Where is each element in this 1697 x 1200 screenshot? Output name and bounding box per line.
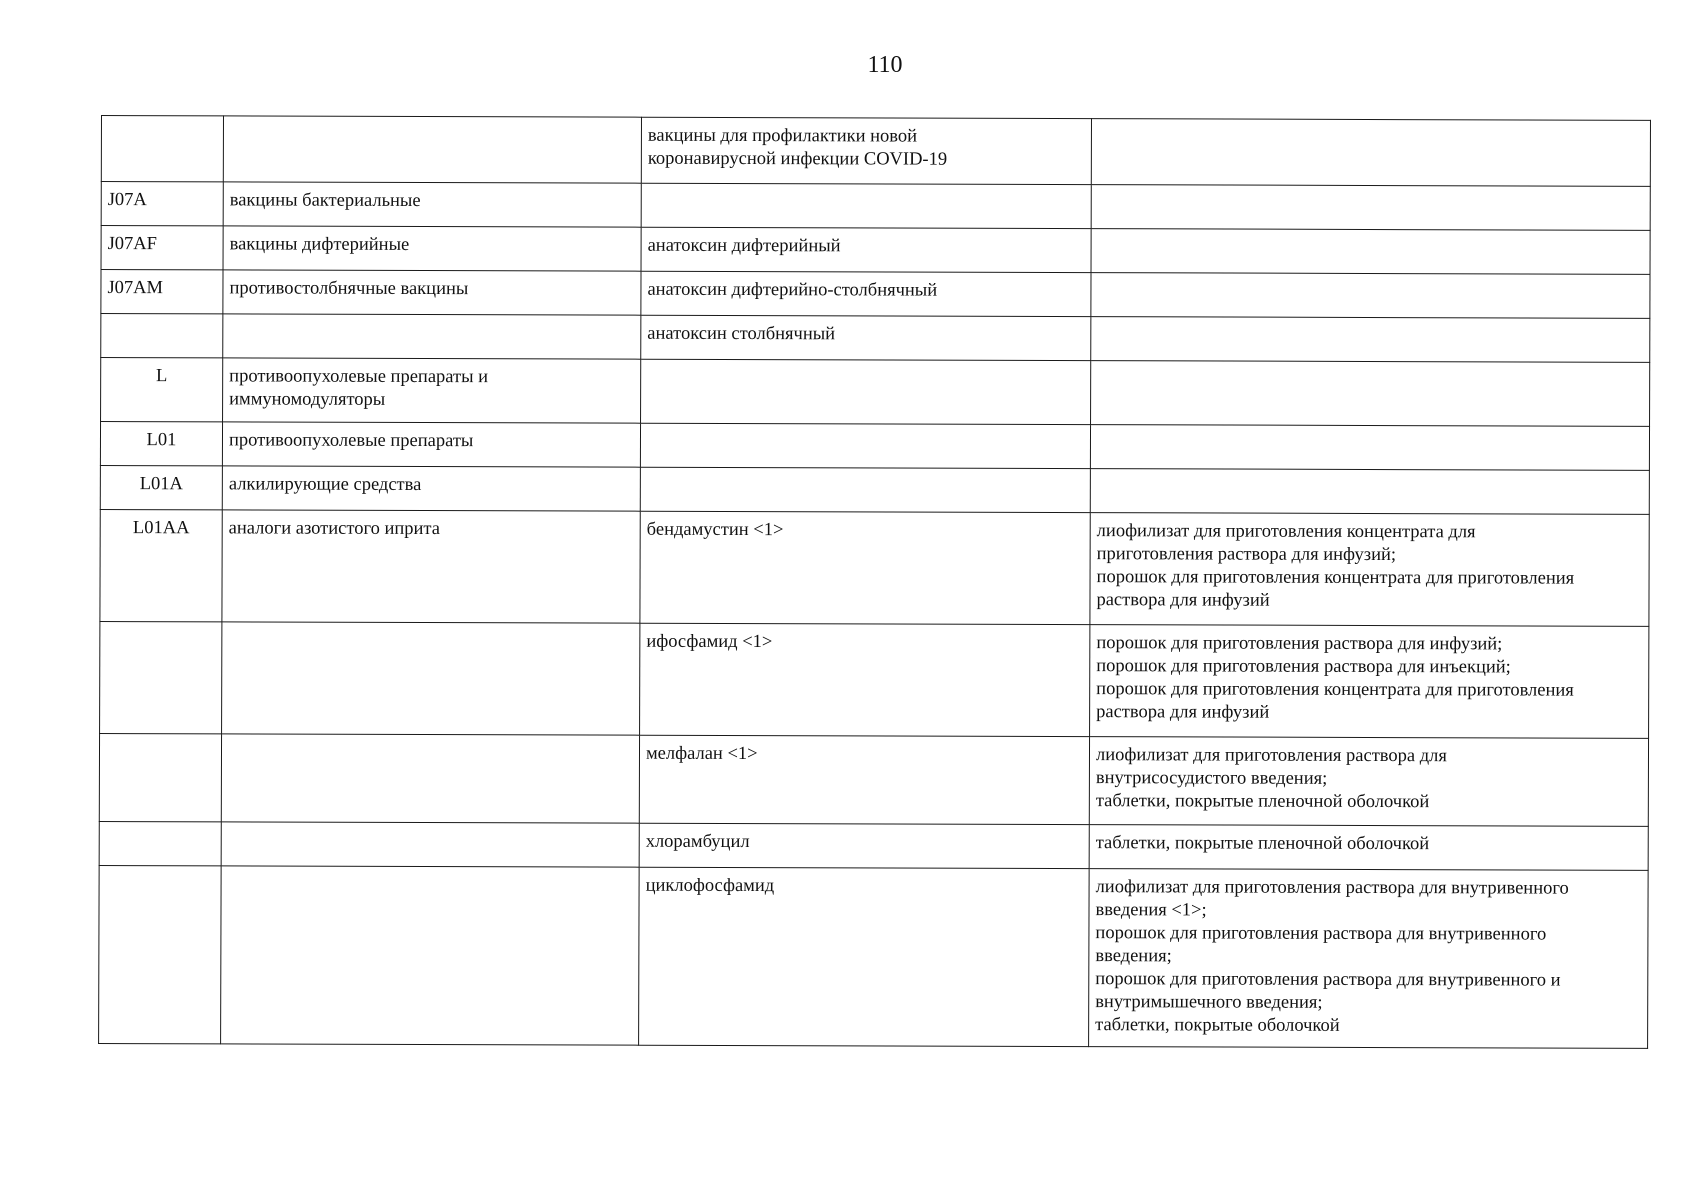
anatomical-group-cell: противоопухолевые препараты и иммуномодуляторы — [223, 358, 641, 423]
drug-name-cell: анатоксин дифтерийно-столбнячный — [641, 271, 1091, 316]
drug-name-cell — [641, 359, 1091, 424]
dosage-form-cell — [1091, 361, 1650, 427]
drug-name-cell: хлорамбуцил — [639, 823, 1089, 868]
anatomical-group-cell: алкилирующие средства — [222, 466, 640, 511]
drug-name-cell: анатоксин дифтерийный — [641, 227, 1091, 272]
atc-code-cell: L — [101, 358, 223, 422]
anatomical-group-cell — [223, 116, 641, 183]
table-row — [100, 422, 1649, 471]
table-row — [100, 621, 1649, 738]
dosage-form-cell — [1090, 469, 1649, 515]
anatomical-group-cell — [221, 866, 640, 1045]
table-row — [99, 865, 1649, 1048]
drug-name-cell: циклофосфамид — [639, 867, 1090, 1046]
atc-code-cell: J07AF — [101, 226, 223, 270]
atc-code-cell — [99, 865, 222, 1043]
table-row — [101, 270, 1650, 319]
anatomical-group-cell: вакцины бактериальные — [223, 182, 641, 227]
atc-code-cell: J07A — [101, 182, 223, 226]
drug-name-cell — [641, 183, 1091, 228]
atc-code-cell — [99, 821, 221, 865]
anatomical-group-cell — [222, 622, 640, 735]
dosage-form-cell: лиофилизат для приготовления концентрата для приготовления раствора для инфузий; порошок для приготовления концентрата для приготовления раствора для инфузий — [1090, 513, 1649, 627]
table-row — [99, 821, 1648, 870]
atc-code-cell — [101, 314, 223, 358]
dosage-form-cell: лиофилизат для приготовления раствора для внутрисосудистого введения; таблетки, покрытые пленочной оболочкой — [1089, 737, 1648, 827]
table-row — [101, 116, 1650, 187]
drug-name-cell — [640, 467, 1090, 512]
dosage-form-cell — [1091, 119, 1650, 187]
anatomical-group-cell: вакцины дифтерийные — [223, 226, 641, 271]
dosage-form-cell — [1091, 317, 1650, 363]
table-row — [101, 182, 1650, 231]
drug-name-cell: мелфалан <1> — [639, 735, 1089, 824]
dosage-form-cell: таблетки, покрытые пленочной оболочкой — [1089, 825, 1648, 871]
dosage-form-cell — [1091, 229, 1650, 275]
dosage-form-cell — [1091, 185, 1650, 231]
anatomical-group-cell: противоопухолевые препараты — [222, 422, 640, 467]
table-row — [100, 465, 1649, 514]
table-row — [101, 358, 1650, 427]
table-row — [100, 509, 1649, 626]
page-number: 110 — [867, 52, 903, 78]
anatomical-group-cell — [223, 314, 641, 359]
atc-code-cell: L01AA — [100, 509, 222, 621]
drug-name-cell: бендамустин <1> — [640, 511, 1090, 624]
atc-code-cell: L01A — [100, 465, 222, 509]
atc-code-cell: J07AM — [101, 270, 223, 314]
drug-name-cell: анатоксин столбнячный — [641, 315, 1091, 360]
atc-code-cell — [100, 621, 222, 733]
atc-code-cell — [99, 733, 221, 821]
anatomical-group-cell — [221, 734, 639, 823]
drug-name-cell — [640, 423, 1090, 468]
table-row — [99, 733, 1648, 826]
dosage-form-cell — [1091, 273, 1650, 319]
dosage-form-cell: порошок для приготовления раствора для инфузий; порошок для приготовления раствора для инъекций; порошок для приготовления концентрата для приготовления раствора для инфузий — [1090, 625, 1649, 739]
atc-code-cell: L01 — [100, 422, 222, 466]
atc-code-cell — [101, 116, 223, 182]
anatomical-group-cell — [221, 822, 639, 867]
anatomical-group-cell: противостолбнячные вакцины — [223, 270, 641, 315]
anatomical-group-cell: аналоги азотистого иприта — [222, 510, 640, 623]
table-row — [101, 314, 1650, 363]
medication-table — [98, 115, 1651, 1049]
dosage-form-cell — [1090, 425, 1649, 471]
drug-name-cell: ифосфамид <1> — [640, 623, 1090, 736]
drug-name-cell: вакцины для профилактики новой коронавирусной инфекции COVID-19 — [641, 117, 1091, 184]
table-row — [101, 226, 1650, 275]
dosage-form-cell: лиофилизат для приготовления раствора для внутривенного введения <1>; порошок для приготовления раствора для внутривенного введения; порошок для приготовления раствора для внутривенного и внутримышечного введения; таблетки, покрытые оболочкой — [1089, 869, 1649, 1049]
